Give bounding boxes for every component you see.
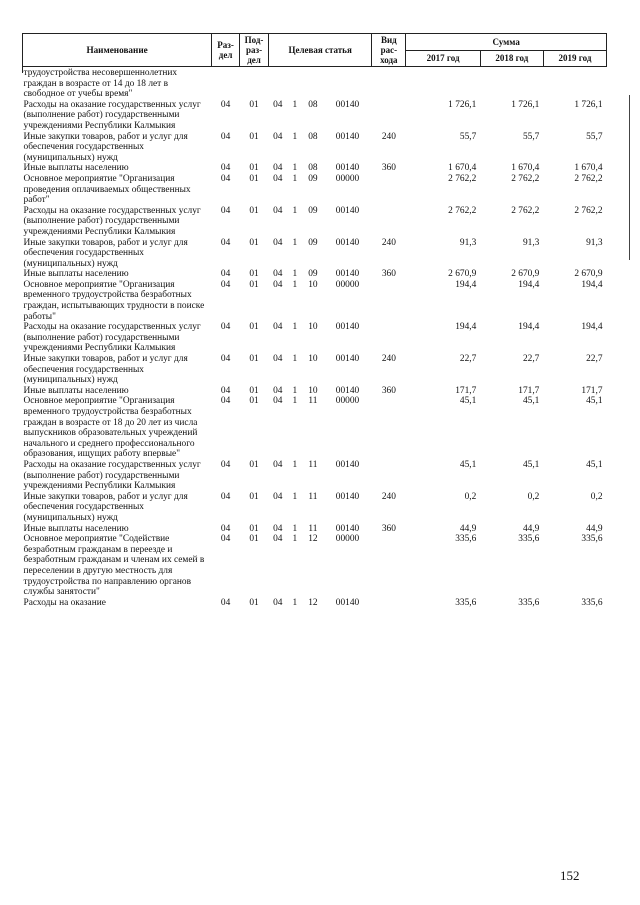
row-sum-2018: 55,7 [522, 131, 540, 142]
row-target-part4: 00140 [335, 354, 360, 365]
row-target-part3: 10 [308, 322, 318, 333]
row-podrazdel: 01 [249, 131, 259, 142]
row-name: трудоустройства несовершеннолетних граждан в возрасте от 14 до 18 лет в свободное от учебы время" [23, 68, 178, 100]
row-vid: 240 [381, 131, 396, 142]
row-sum-2017: 22,7 [459, 354, 477, 365]
row-sum-2018: 171,7 [518, 385, 540, 396]
row-sum-2019: 335,6 [581, 597, 603, 608]
row-sum-2018: 335,6 [518, 597, 540, 608]
row-target-part3: 08 [308, 131, 318, 142]
row-sum-2019: 2 762,2 [574, 173, 603, 184]
row-target-part3 [303, 67, 324, 100]
row-target-part4: 00140 [335, 459, 360, 470]
row-sum-2017: 1 670,4 [448, 163, 477, 174]
row-sum-2018: 0,2 [527, 491, 540, 502]
row-sum-2019: 171,7 [581, 385, 603, 396]
row-target-part1: 04 [273, 534, 283, 545]
row-sum-2019: 44,9 [586, 523, 603, 534]
row-sum-2017: 55,7 [459, 131, 477, 142]
row-razdel: 04 [220, 523, 231, 534]
row-target-part1: 04 [273, 131, 283, 142]
row-sum-2019: 2 762,2 [574, 205, 603, 216]
header-2019: 2019 год [543, 50, 606, 67]
table-row [23, 67, 607, 100]
row-sum-2018: 22,7 [522, 354, 540, 365]
row-sum-2017: 335,6 [455, 534, 477, 545]
page-number: 152 [560, 868, 580, 883]
row-target-part1: 04 [273, 173, 283, 184]
row-sum-2017: 45,1 [459, 459, 477, 470]
row-target-part1: 04 [273, 597, 283, 608]
row-sum-2017: 2 670,9 [448, 269, 477, 280]
row-target-part4: 00000 [335, 173, 360, 184]
row-vid: 360 [381, 269, 396, 280]
row-sum-2017: 171,7 [455, 385, 477, 396]
table-row [23, 492, 607, 524]
row-sum-2019: 194,4 [581, 279, 603, 290]
row-target-part4: 00140 [335, 237, 360, 248]
row-target-part2: 1 [292, 459, 298, 470]
row-target-part2: 1 [292, 269, 298, 280]
row-podrazdel: 01 [249, 396, 259, 407]
row-podrazdel [240, 67, 269, 100]
row-vid: 360 [381, 523, 396, 534]
row-target-part4: 00140 [335, 385, 360, 396]
row-sum-2017: 194,4 [455, 322, 477, 333]
row-name: Иные закупки товаров, работ и услуг для обеспечения государственных (муниципальных) нужд [23, 491, 188, 523]
row-podrazdel: 01 [249, 173, 259, 184]
row-target-part2: 1 [292, 396, 298, 407]
row-target-part2: 1 [292, 491, 298, 502]
row-target-part2: 1 [292, 205, 298, 216]
row-target-part2: 1 [292, 173, 298, 184]
row-razdel: 04 [220, 237, 231, 248]
row-target-part3: 09 [308, 237, 318, 248]
row-name: Иные закупки товаров, работ и услуг для обеспечения государственных (муниципальных) нужд [23, 237, 188, 269]
row-target-part4: 00140 [335, 597, 360, 608]
row-vid: 240 [381, 491, 396, 502]
table-row [23, 354, 607, 386]
row-target-part4: 00140 [335, 491, 360, 502]
header-name: Наименование [23, 34, 212, 67]
row-podrazdel: 01 [249, 279, 259, 290]
row-vid [372, 206, 406, 238]
row-target-part1: 04 [273, 459, 283, 470]
row-sum-2017: 194,4 [455, 279, 477, 290]
header-2018: 2018 год [480, 50, 543, 67]
row-sum-2019: 22,7 [586, 354, 603, 365]
table-row [23, 534, 607, 598]
table-row [23, 386, 607, 397]
row-sum-2017: 335,6 [455, 597, 477, 608]
row-target-part3: 11 [308, 459, 318, 470]
row-vid [372, 534, 406, 598]
row-podrazdel: 01 [249, 597, 259, 608]
row-name: Расходы на оказание государственных услуг (выполнение работ) государственными учреждениями Республики Калмыкия [23, 322, 201, 354]
row-target-part3: 09 [308, 269, 318, 280]
row-target-part2: 1 [292, 597, 298, 608]
row-podrazdel: 01 [249, 163, 259, 174]
table-header [23, 34, 607, 67]
row-podrazdel: 01 [249, 205, 259, 216]
header-razdel-text: Раз- дел [217, 40, 234, 60]
row-sum-2018: 2 670,9 [511, 269, 540, 280]
row-name: Основное мероприятие "Организация проведения оплачиваемых общественных работ" [23, 173, 191, 206]
row-sum-2017 [406, 67, 480, 100]
row-vid [372, 280, 406, 322]
row-vid: 240 [381, 354, 396, 365]
table-row [23, 238, 607, 270]
table-row [23, 524, 607, 535]
row-sum-2019: 45,1 [586, 396, 603, 407]
row-target-part3: 11 [308, 523, 318, 534]
row-sum-2018: 335,6 [518, 534, 540, 545]
budget-table [22, 33, 607, 608]
row-razdel: 04 [220, 279, 231, 290]
header-sum: Сумма [406, 34, 607, 51]
table-row [23, 174, 607, 206]
row-target-part1: 04 [273, 237, 283, 248]
header-razdel [212, 34, 240, 67]
row-name: Иные выплаты населению [23, 385, 129, 396]
row-podrazdel: 01 [249, 523, 259, 534]
row-razdel: 04 [220, 396, 231, 407]
row-razdel: 04 [220, 99, 231, 110]
row-name: Иные закупки товаров, работ и услуг для обеспечения государственных (муниципальных) нужд [23, 354, 188, 386]
table-row [23, 206, 607, 238]
row-vid: 360 [381, 385, 396, 396]
table-row [23, 322, 607, 354]
table-row [23, 100, 607, 132]
row-target-part2: 1 [292, 237, 298, 248]
row-target-part3: 10 [308, 279, 318, 290]
header-target: Целевая статья [268, 34, 371, 67]
row-target-part2 [287, 67, 303, 100]
row-sum-2017: 91,3 [459, 237, 477, 248]
row-target-part4: 00140 [335, 523, 360, 534]
row-sum-2019: 1 726,1 [574, 99, 603, 110]
row-sum-2019 [543, 67, 606, 100]
row-target-part2: 1 [292, 322, 298, 333]
row-razdel: 04 [220, 491, 231, 502]
row-target-part3: 08 [308, 163, 318, 174]
row-target-part4: 00140 [335, 205, 360, 216]
row-vid: 240 [381, 237, 396, 248]
row-name: Иные закупки товаров, работ и услуг для обеспечения государственных (муниципальных) нужд [23, 131, 188, 163]
row-sum-2018: 2 762,2 [511, 205, 540, 216]
row-sum-2018: 45,1 [522, 396, 540, 407]
table-row [23, 269, 607, 280]
row-target-part2: 1 [292, 534, 298, 545]
row-sum-2019: 45,1 [586, 459, 603, 470]
table-row [23, 132, 607, 164]
row-vid [372, 67, 406, 100]
row-razdel: 04 [220, 173, 231, 184]
row-sum-2019: 194,4 [581, 322, 603, 333]
header-2017: 2017 год [406, 50, 480, 67]
row-sum-2018: 1 670,4 [511, 163, 540, 174]
row-target-part2: 1 [292, 354, 298, 365]
row-name: Расходы на оказание [23, 597, 106, 608]
row-podrazdel: 01 [249, 534, 259, 545]
row-sum-2018 [480, 67, 543, 100]
row-razdel: 04 [220, 354, 231, 365]
row-target-part2: 1 [292, 385, 298, 396]
row-sum-2017: 44,9 [459, 523, 477, 534]
row-sum-2018: 45,1 [522, 459, 540, 470]
row-target-part1: 04 [273, 523, 283, 534]
row-sum-2019: 1 670,4 [574, 163, 603, 174]
row-vid [372, 460, 406, 492]
table-body [23, 67, 607, 609]
row-razdel: 04 [220, 163, 231, 174]
row-name: Иные выплаты населению [23, 269, 129, 280]
row-name: Иные выплаты населению [23, 163, 129, 174]
row-target-part1: 04 [273, 163, 283, 174]
row-sum-2017: 2 762,2 [448, 173, 477, 184]
table-row [23, 460, 607, 492]
table-row [23, 598, 607, 609]
row-target-part1: 04 [273, 322, 283, 333]
row-target-part4: 00000 [335, 396, 360, 407]
row-target-part2: 1 [292, 99, 298, 110]
header-podrazdel-text: Под- раз- дел [244, 35, 264, 65]
row-vid [372, 174, 406, 206]
row-vid [372, 396, 406, 460]
row-target-part4: 00000 [335, 279, 360, 290]
row-razdel: 04 [220, 385, 231, 396]
row-target-part1: 04 [273, 99, 283, 110]
row-vid [372, 100, 406, 132]
row-target-part1: 04 [273, 491, 283, 502]
row-target-part1: 04 [273, 396, 283, 407]
row-target-part4: 00000 [335, 534, 360, 545]
row-sum-2017: 2 762,2 [448, 205, 477, 216]
row-name: Основное мероприятие "Организация временного трудоустройства безработных граждан, испытывающих трудности в поиске работы" [23, 279, 205, 322]
row-podrazdel: 01 [249, 237, 259, 248]
row-vid: 360 [381, 163, 396, 174]
header-podrazdel [240, 34, 269, 67]
row-sum-2018: 194,4 [518, 322, 540, 333]
row-razdel: 04 [220, 597, 231, 608]
row-sum-2017: 0,2 [464, 491, 477, 502]
row-target-part4: 00140 [335, 322, 360, 333]
row-podrazdel: 01 [249, 491, 259, 502]
table-row [23, 163, 607, 174]
row-target-part1: 04 [273, 205, 283, 216]
header-vid [372, 34, 406, 67]
row-podrazdel: 01 [249, 269, 259, 280]
row-sum-2019: 335,6 [581, 534, 603, 545]
row-target-part4: 00140 [335, 163, 360, 174]
table-row [23, 280, 607, 322]
table-left-border [22, 33, 23, 73]
row-sum-2017: 1 726,1 [448, 99, 477, 110]
row-target-part1: 04 [273, 279, 283, 290]
scan-margin-line [629, 95, 630, 260]
header-vid-text: Вид рас- хода [380, 35, 398, 65]
row-target-part2: 1 [292, 131, 298, 142]
row-target-part3: 10 [308, 385, 318, 396]
row-target-part4: 00140 [335, 269, 360, 280]
row-podrazdel: 01 [249, 459, 259, 470]
row-name: Иные выплаты населению [23, 523, 129, 534]
row-razdel: 04 [220, 534, 231, 545]
row-podrazdel: 01 [249, 354, 259, 365]
row-target-part3: 09 [308, 205, 318, 216]
row-target-part1: 04 [273, 385, 283, 396]
row-target-part3: 10 [308, 354, 318, 365]
row-target-part3: 11 [308, 396, 318, 407]
row-name: Расходы на оказание государственных услуг (выполнение работ) государственными учреждениями Республики Калмыкия [23, 459, 201, 492]
row-razdel: 04 [220, 322, 231, 333]
row-sum-2017: 45,1 [459, 396, 477, 407]
row-name: Основное мероприятие "Содействие безработным гражданам в переезде и безработным гражданам и членам их семей в переселении в другую местность для трудоустройства по направлению органов службы занятости" [23, 534, 205, 598]
row-name: Расходы на оказание государственных услуг (выполнение работ) государственными учреждениями Республики Калмыкия [23, 99, 201, 131]
row-target-part1: 04 [273, 354, 283, 365]
row-sum-2018: 44,9 [522, 523, 540, 534]
row-sum-2019: 2 670,9 [574, 269, 603, 280]
row-sum-2018: 91,3 [522, 237, 540, 248]
row-target-part3: 12 [308, 597, 318, 608]
row-razdel: 04 [220, 205, 231, 216]
row-target-part1: 04 [273, 269, 283, 280]
row-sum-2018: 1 726,1 [511, 99, 540, 110]
row-target-part2: 1 [292, 163, 298, 174]
row-podrazdel: 01 [249, 322, 259, 333]
row-razdel [212, 67, 240, 100]
row-sum-2018: 194,4 [518, 279, 540, 290]
row-sum-2018: 2 762,2 [511, 173, 540, 184]
row-target-part4 [323, 67, 372, 100]
row-sum-2019: 0,2 [590, 491, 603, 502]
row-podrazdel: 01 [249, 385, 259, 396]
row-target-part4: 00140 [335, 99, 360, 110]
row-podrazdel: 01 [249, 99, 259, 110]
table-row [23, 396, 607, 460]
row-target-part3: 08 [308, 99, 318, 110]
row-target-part3: 11 [308, 491, 318, 502]
row-vid [372, 598, 406, 609]
row-target-part3: 09 [308, 173, 318, 184]
row-target-part3: 12 [308, 534, 318, 545]
row-name: Расходы на оказание государственных услуг (выполнение работ) государственными учреждениями Республики Калмыкия [23, 205, 201, 237]
row-target-part2: 1 [292, 523, 298, 534]
row-target-part4: 00140 [335, 131, 360, 142]
row-target-part2: 1 [292, 279, 298, 290]
row-razdel: 04 [220, 459, 231, 470]
row-vid [372, 322, 406, 354]
row-target-part1 [268, 67, 287, 100]
row-razdel: 04 [220, 131, 231, 142]
row-sum-2019: 91,3 [586, 237, 603, 248]
row-sum-2019: 55,7 [586, 131, 603, 142]
row-razdel: 04 [220, 269, 231, 280]
row-name: Основное мероприятие "Организация временного трудоустройства безработных граждан в возрасте от 18 до 20 лет из числа выпускников образовательных учреждений начального и среднего профессионального образования, ищущих работу впервые" [23, 396, 198, 460]
